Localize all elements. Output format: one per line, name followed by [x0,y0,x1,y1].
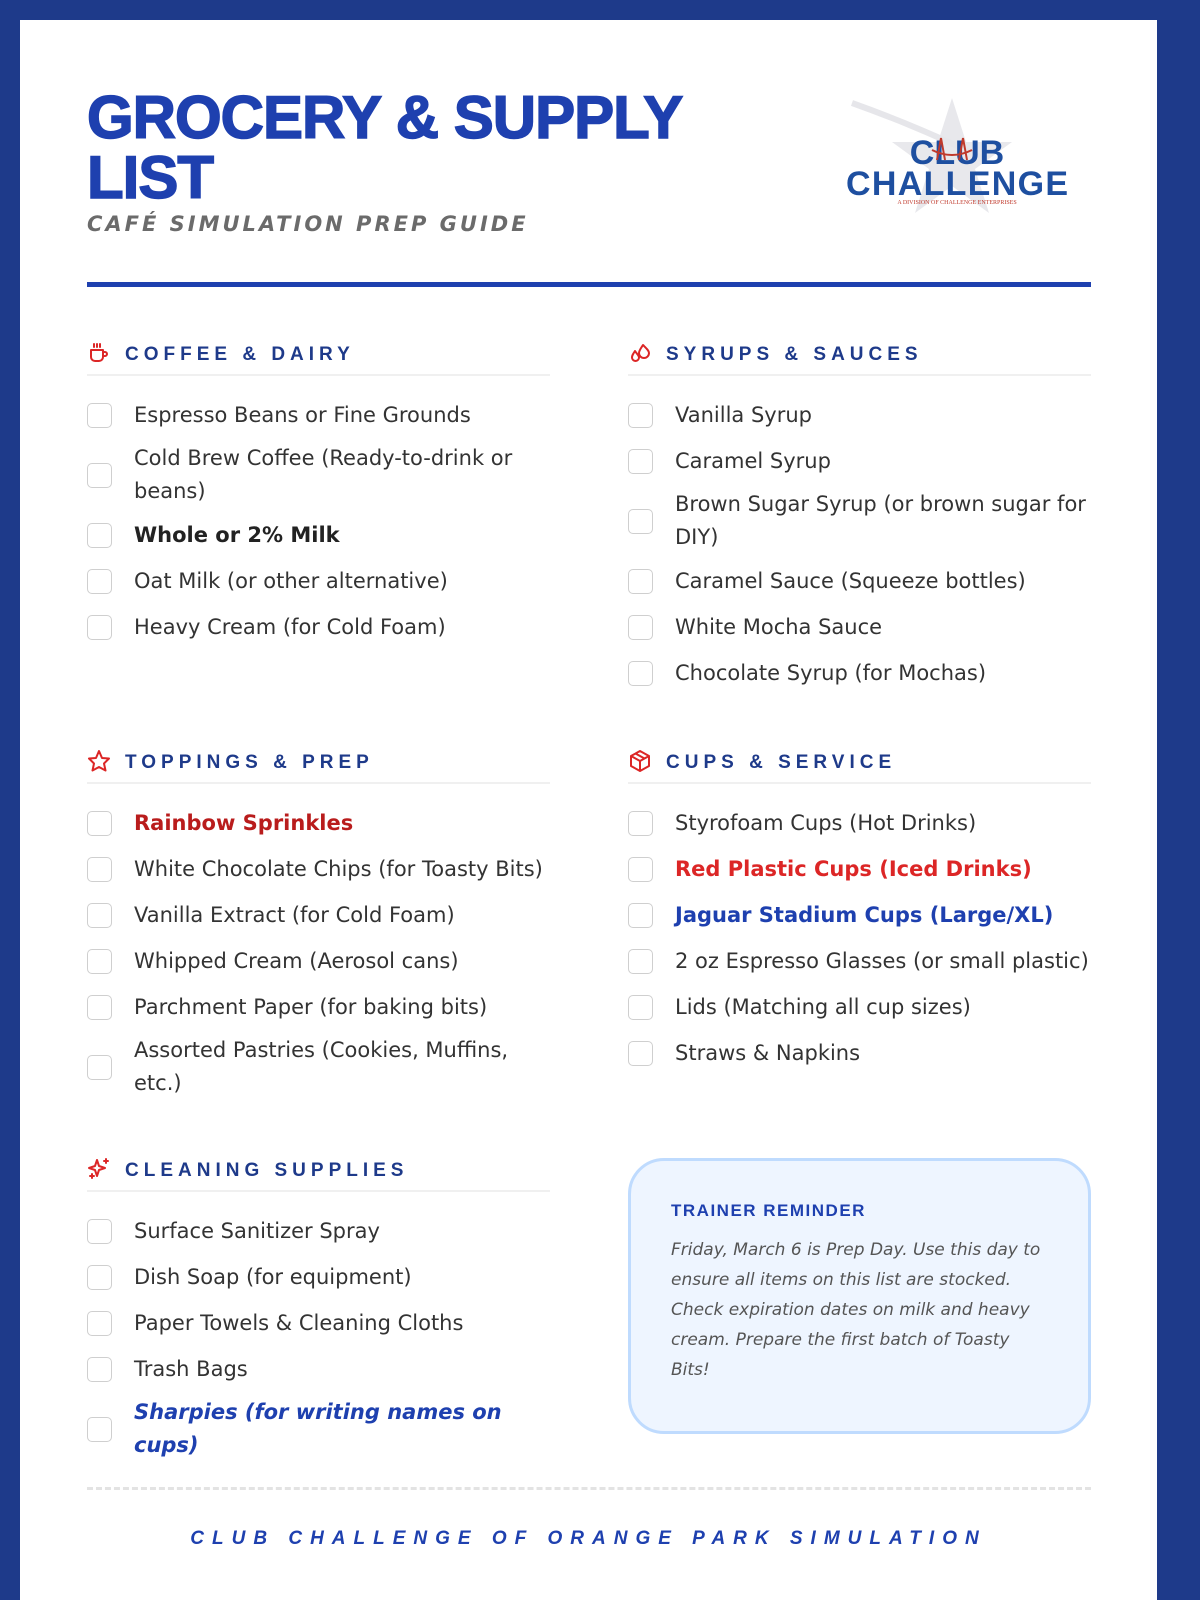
item-label: Paper Towels & Cleaning Cloths [134,1310,464,1335]
section-header [87,342,550,376]
section-title: CUPS & SERVICE [666,752,897,773]
checklist-item[interactable] [87,558,550,604]
checklist-item[interactable] [628,558,1091,604]
checklist-item[interactable] [628,938,1091,984]
svg-text:CLUB: CLUB [909,134,1005,172]
item-label: Vanilla Extract (for Cold Foam) [134,902,455,927]
checklist-item[interactable] [87,1208,550,1254]
item-label: Rainbow Sprinkles [134,810,354,835]
item-label: Cold Brew Coffee (Ready-to-drink or beans) [134,446,513,503]
checkbox[interactable] [87,857,112,882]
checkbox[interactable] [87,463,112,488]
section-header [87,1158,550,1192]
page [20,20,1157,1600]
section-header [628,342,1091,376]
item-label: Trash Bags [134,1356,248,1381]
item-label: Styrofoam Cups (Hot Drinks) [675,810,977,835]
checkbox[interactable] [87,1417,112,1442]
footer-divider [87,1487,1091,1490]
checkbox[interactable] [628,615,653,640]
item-label: Espresso Beans or Fine Grounds [134,402,471,427]
checkbox[interactable] [87,615,112,640]
checkbox[interactable] [628,509,653,534]
item-label: 2 oz Espresso Glasses (or small plastic) [675,948,1089,973]
trainer-reminder-card [628,1158,1091,1434]
checklist-item[interactable] [87,438,550,512]
page-subtitle: CAFÉ SIMULATION PREP GUIDE [87,212,529,236]
checkbox[interactable] [628,403,653,428]
section-header [87,750,550,784]
section-coffee-dairy [87,342,550,650]
coffee-cup-icon [87,341,125,369]
checkbox[interactable] [628,569,653,594]
checkbox[interactable] [87,1219,112,1244]
footer-text: CLUB CHALLENGE OF ORANGE PARK SIMULATION [190,1528,987,1549]
section-title: CLEANING SUPPLIES [125,1160,409,1181]
svg-text:CHALLENGE: CHALLENGE [846,165,1068,203]
item-label: Oat Milk (or other alternative) [134,568,448,593]
checklist-item[interactable] [628,800,1091,846]
checkbox[interactable] [87,949,112,974]
checkbox[interactable] [87,1357,112,1382]
checklist-item[interactable] [628,438,1091,484]
reminder-title: TRAINER REMINDER [671,1201,866,1220]
checklist-item[interactable] [87,892,550,938]
checklist-item[interactable] [628,984,1091,1030]
checkbox[interactable] [87,569,112,594]
section-cups-service [628,750,1091,1076]
section-header [628,750,1091,784]
checklist-item[interactable] [87,604,550,650]
header-divider [87,282,1091,287]
checklist-item[interactable] [87,984,550,1030]
item-label: Whipped Cream (Aerosol cans) [134,948,459,973]
checkbox[interactable] [87,523,112,548]
checklist-item[interactable] [628,846,1091,892]
section-cleaning-supplies [87,1158,550,1466]
item-label: Parchment Paper (for baking bits) [134,994,488,1019]
checklist-item[interactable] [87,512,550,558]
section-toppings-prep [87,750,550,1104]
checklist-item[interactable] [87,1254,550,1300]
checklist-item[interactable] [87,1300,550,1346]
checklist-item[interactable] [628,604,1091,650]
item-label: Caramel Syrup [675,448,831,473]
page-title: GROCERY & SUPPLY LIST [87,84,682,211]
checkbox[interactable] [628,1041,653,1066]
checklist-item[interactable] [87,1392,550,1466]
item-label: Assorted Pastries (Cookies, Muffins, etc.) [134,1038,509,1095]
checklist-item[interactable] [87,938,550,984]
checkbox[interactable] [628,949,653,974]
item-label: Sharpies (for writing names on cups) [134,1400,502,1457]
checkbox[interactable] [87,403,112,428]
item-label: Brown Sugar Syrup (or brown sugar for DIY) [675,492,1086,549]
item-label: Jaguar Stadium Cups (Large/XL) [675,902,1054,927]
item-label: White Chocolate Chips (for Toasty Bits) [134,856,543,881]
checklist-item[interactable] [628,892,1091,938]
section-title: SYRUPS & SAUCES [666,344,923,365]
checklist-item[interactable] [87,1346,550,1392]
item-label: Chocolate Syrup (for Mochas) [675,660,987,685]
checklist-item[interactable] [628,484,1091,558]
checkbox[interactable] [628,995,653,1020]
checklist-item[interactable] [628,650,1091,696]
item-label: Caramel Sauce (Squeeze bottles) [675,568,1026,593]
section-title: TOPPINGS & PREP [125,752,374,773]
sparkles-icon [87,1157,125,1185]
item-label: White Mocha Sauce [675,614,883,639]
checkbox[interactable] [628,857,653,882]
checkbox[interactable] [87,903,112,928]
checklist-item[interactable] [628,1030,1091,1076]
checklist-item[interactable] [87,1030,550,1104]
checkbox[interactable] [628,903,653,928]
checkbox[interactable] [87,995,112,1020]
section-title: COFFEE & DAIRY [125,344,355,365]
item-label: Vanilla Syrup [675,402,812,427]
item-label: Lids (Matching all cup sizes) [675,994,971,1019]
logo-tagline: A DIVISION OF CHALLENGE ENTERPRISES [897,200,1017,206]
star-icon [87,749,125,777]
item-label: Dish Soap (for equipment) [134,1264,412,1289]
checkbox[interactable] [87,1055,112,1080]
checkbox[interactable] [628,811,653,836]
club-challenge-logo [832,98,1082,228]
checklist-item[interactable] [87,846,550,892]
section-syrups-sauces [628,342,1091,696]
item-label: Straws & Napkins [675,1040,861,1065]
package-icon [628,749,666,777]
reminder-text: Friday, March 6 is Prep Day. Use this day to ensure all items on this list are stocked. Check expiration dates on milk and heavy cream. Prepare the first batch of Toasty Bits! [671,1240,1041,1380]
checkbox[interactable] [628,449,653,474]
checklist-item[interactable] [87,800,550,846]
item-label: Heavy Cream (for Cold Foam) [134,614,446,639]
checkbox[interactable] [628,661,653,686]
checklist-item[interactable] [87,392,550,438]
checklist-item[interactable] [628,392,1091,438]
checkbox[interactable] [87,1311,112,1336]
item-label: Red Plastic Cups (Iced Drinks) [675,856,1032,881]
droplets-icon [628,341,666,369]
checkbox[interactable] [87,811,112,836]
item-label: Whole or 2% Milk [134,522,340,547]
checkbox[interactable] [87,1265,112,1290]
item-label: Surface Sanitizer Spray [134,1218,380,1243]
